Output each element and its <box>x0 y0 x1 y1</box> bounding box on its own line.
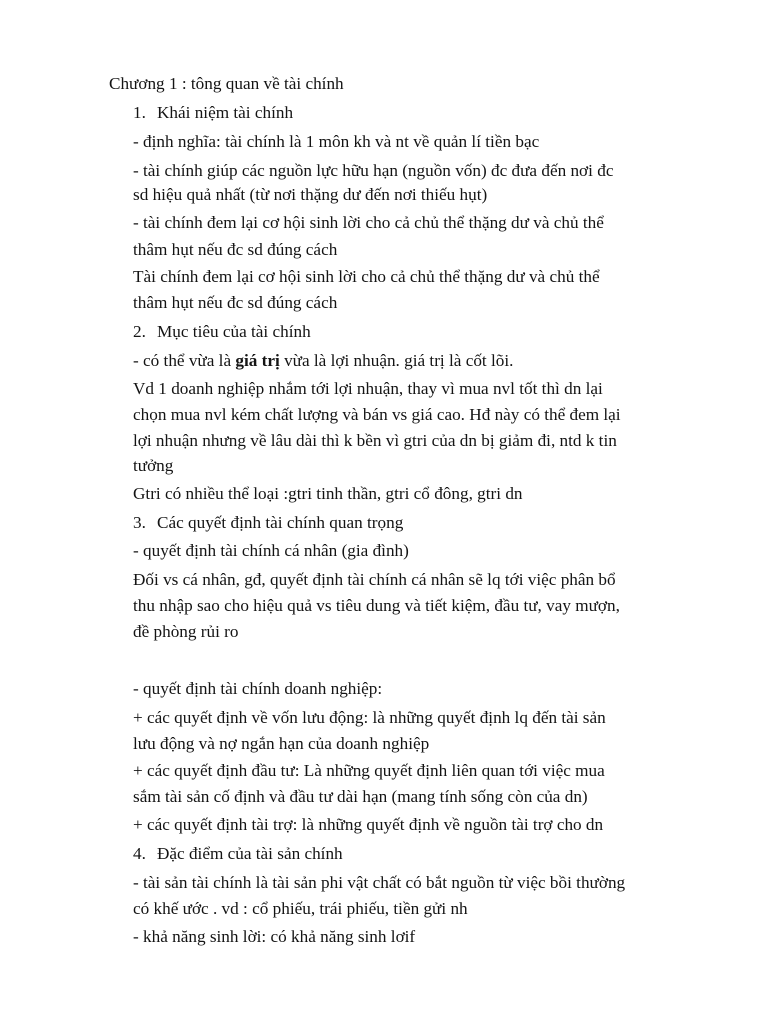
section-2-title: Mục tiêu của tài chính <box>157 322 311 341</box>
s4-para1-line2: có khế ước . vd : cổ phiếu, trái phiếu, tiền gửi nh <box>133 899 468 918</box>
s3-para2-line1: Đối vs cá nhân, gđ, quyết định tài chính cá nhân sẽ lq tới việc phân bổ <box>133 570 616 589</box>
section-2-heading <box>133 323 311 340</box>
s1-para4-line1: Tài chính đem lại cơ hội sinh lời cho cả chủ thể thặng dư và chủ thể <box>133 267 600 286</box>
section-4-heading <box>133 845 343 862</box>
section-3-number: 3. <box>133 513 146 532</box>
s2-para1-bold: giá trị <box>235 351 280 370</box>
s3-para2-line3: đề phòng rủi ro <box>133 622 239 641</box>
s2-para2-line1: Vd 1 doanh nghiệp nhắm tới lợi nhuận, thay vì mua nvl tốt thì dn lại <box>133 379 603 398</box>
s2-para2-line4: tưởng <box>133 456 174 475</box>
s3-para5-line1: + các quyết định đầu tư: Là những quyết định liên quan tới việc mua <box>133 761 605 780</box>
section-2-number: 2. <box>133 322 146 341</box>
s3-para3: - quyết định tài chính doanh nghiệp: <box>133 679 383 698</box>
s2-para1 <box>133 352 513 369</box>
s2-para2-line3: lợi nhuận nhưng về lâu dài thì k bền vì gtri của dn bị giảm đi, ntd k tin <box>133 431 617 450</box>
s1-para3-line2: thâm hụt nếu đc sd đúng cách <box>133 240 338 259</box>
section-3-title: Các quyết định tài chính quan trọng <box>157 513 404 532</box>
chapter-title: Chương 1 : tông quan về tài chính <box>109 74 344 93</box>
section-1-title: Khái niệm tài chính <box>157 103 294 122</box>
s1-para2-line2: sd hiệu quả nhất (từ nơi thặng dư đến nơi thiếu hụt) <box>133 185 488 204</box>
s3-para6: + các quyết định tài trợ: là những quyết định về nguồn tài trợ cho dn <box>133 815 604 834</box>
s3-para4-line2: lưu động và nợ ngắn hạn của doanh nghiệp <box>133 734 430 753</box>
s4-para1-line1: - tài sản tài chính là tài sản phi vật chất có bắt nguồn từ việc bồi thường <box>133 873 626 892</box>
s1-definition: - định nghĩa: tài chính là 1 môn kh và nt về quản lí tiền bạc <box>133 132 540 151</box>
s2-para1-pre: - có thể vừa là <box>133 351 236 370</box>
section-4-number: 4. <box>133 844 146 863</box>
section-4-title: Đặc điểm của tài sản chính <box>157 844 343 863</box>
s2-para3: Gtri có nhiều thể loại :gtri tinh thần, gtri cổ đông, gtri dn <box>133 484 523 503</box>
section-1-number: 1. <box>133 103 146 122</box>
s3-para5-line2: sắm tài sản cố định và đầu tư dài hạn (mang tính sống còn của dn) <box>133 787 588 806</box>
section-1-heading <box>133 104 293 121</box>
s3-para1: - quyết định tài chính cá nhân (gia đình) <box>133 541 409 560</box>
s3-para2-line2: thu nhập sao cho hiệu quả vs tiêu dung và tiết kiệm, đầu tư, vay mượn, <box>133 596 620 615</box>
section-3-heading <box>133 514 403 531</box>
s4-para2: - khả năng sinh lời: có khả năng sinh lơif <box>133 927 416 946</box>
s1-para2-line1: - tài chính giúp các nguồn lực hữu hạn (nguồn vốn) đc đưa đến nơi đc <box>133 161 614 180</box>
s1-para3-line1: - tài chính đem lại cơ hội sinh lời cho cả chủ thể thặng dư và chủ thể <box>133 213 604 232</box>
s3-para4-line1: + các quyết định về vốn lưu động: là những quyết định lq đến tài sản <box>133 708 606 727</box>
s2-para2-line2: chọn mua nvl kém chất lượng và bán vs giá cao. Hđ này có thể đem lại <box>133 405 621 424</box>
s1-para4-line2: thâm hụt nếu đc sd đúng cách <box>133 293 338 312</box>
s2-para1-post: vừa là lợi nhuận. giá trị là cốt lõi. <box>279 351 514 370</box>
